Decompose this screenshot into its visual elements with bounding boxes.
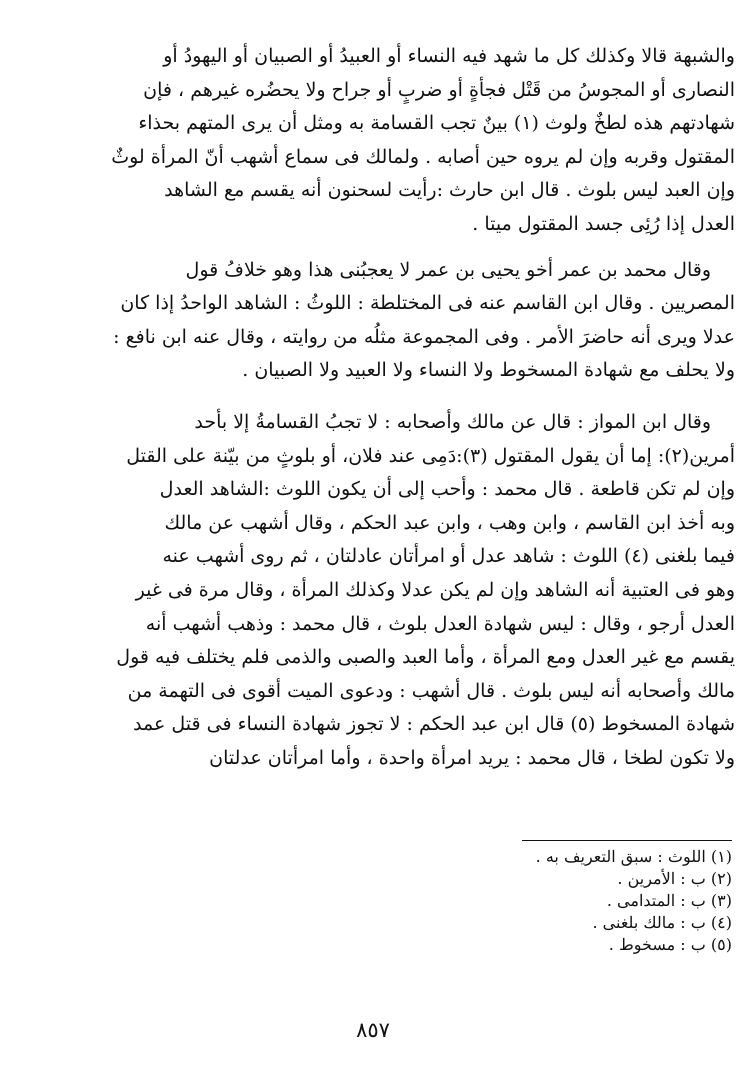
text-line: المقتول وقربه وإن لم يروه حين أصابه . ولمالك فى سماع أشهب أنّ المرأة لوثٌ [111, 145, 735, 168]
footnote-item: (٤) ب : مالك بلغنى . [592, 913, 732, 932]
text-line: مالك وأصحابه أنه ليس بلوث . قال أشهب : ودعوى الميت أقوى فى التهمة من [127, 679, 735, 702]
text-line: وقال ابن المواز : قال عن مالك وأصحابه : لا تجبُ القسامةُ إلا بأحد [194, 410, 711, 433]
text-line: وإن لم تكن قاطعة . قال محمد : وأحب إلى أن يكون اللوث :الشاهد العدل [159, 478, 735, 501]
text-line: يقسم مع غير العدل ومع المرأة ، وأما العبد والصبى والذمى فلم يختلف فيه قول [116, 646, 735, 669]
text-line: عدلا ويرى أنه حاضرَ الأمر . وفى المجموعة مثلُه من روايته ، وقال عنه ابن نافع : [113, 325, 735, 348]
footnote-item: (٥) ب : مسخوط . [608, 935, 732, 954]
text-line: وإن العبد ليس بلوث . قال ابن حارث :رأيت لسحنون أنه يقسم مع الشاهد [164, 179, 735, 202]
footnote-item: (٢) ب : الأمرين . [617, 869, 732, 888]
page-number: ٨٥٧ [356, 1018, 390, 1042]
text-line: شهادة المسخوط (٥) قال ابن عبد الحكم : لا تجوز شهادة النساء فى قتل عمد [133, 713, 735, 736]
text-line: ولا تكون لطخا ، قال محمد : يريد امرأة واحدة ، وأما امرأتان عدلتان [209, 746, 735, 769]
paragraph-2 [60, 254, 735, 388]
text-line: فيما بلغنى (٤) اللوث : شاهد عدل أو امرأتان عادلتان ، ثم روى أشهب عنه [162, 545, 735, 568]
footnote-item: (١) اللوث : سبق التعريف به . [535, 847, 732, 866]
footnote-item: (٣) ب : المتدامى . [606, 891, 732, 910]
text-line: المصريين . وقال ابن القاسم عنه فى المختلطة : اللوثُ : الشاهد الواحدُ إذا كان [120, 292, 735, 315]
paragraph-1 [60, 40, 735, 242]
page-body [60, 40, 735, 793]
text-line: ولا يحلف مع شهادة المسخوط ولا النساء ولا العبيد ولا الصبيان . [242, 359, 735, 382]
text-line: وقال محمد بن عمر أخو يحيى بن عمر لا يعجبُنى هذا وهو خلافُ قول [185, 258, 711, 281]
text-line: وهو فى العتبية أنه الشاهد وإن لم يكن عدلا وكذلك المرأة ، وقال مرة فى غير [135, 578, 735, 601]
text-line: العدل إذا رُئِى جسد المقتول ميتا . [472, 212, 735, 235]
text-line: وبه أخذ ابن القاسم ، وابن وهب ، وابن عبد الحكم ، وقال أشهب عن مالك [164, 511, 735, 534]
text-line: شهادتهم هذه لطخٌ ولوث (١) بينٌ تجب القسامة به ومثل أن يرى المتهم بحذاء [138, 112, 735, 135]
text-line: النصارى أو المجوسُ من قَتْل فجأةٍ أو ضربٍ أو جراح ولا يحضُره غيرهم ، فإن [143, 78, 735, 101]
paragraph-3 [60, 406, 735, 776]
text-line: والشبهة قالا وكذلك كل ما شهد فيه النساء أو العبيدُ أو الصبيان أو اليهودُ أو [163, 45, 735, 67]
footnotes [536, 846, 732, 956]
footnote-separator [522, 840, 732, 841]
text-line: أمرين(٢): إما أن يقول المقتول (٣):دَمِى عند فلان، أو بلوثٍ من بيّنة على القتل [126, 444, 735, 467]
text-line: العدل أرجو ، وقال : ليس شهادة العدل بلوث ، قال محمد : وذهب أشهب أنه [145, 612, 735, 635]
